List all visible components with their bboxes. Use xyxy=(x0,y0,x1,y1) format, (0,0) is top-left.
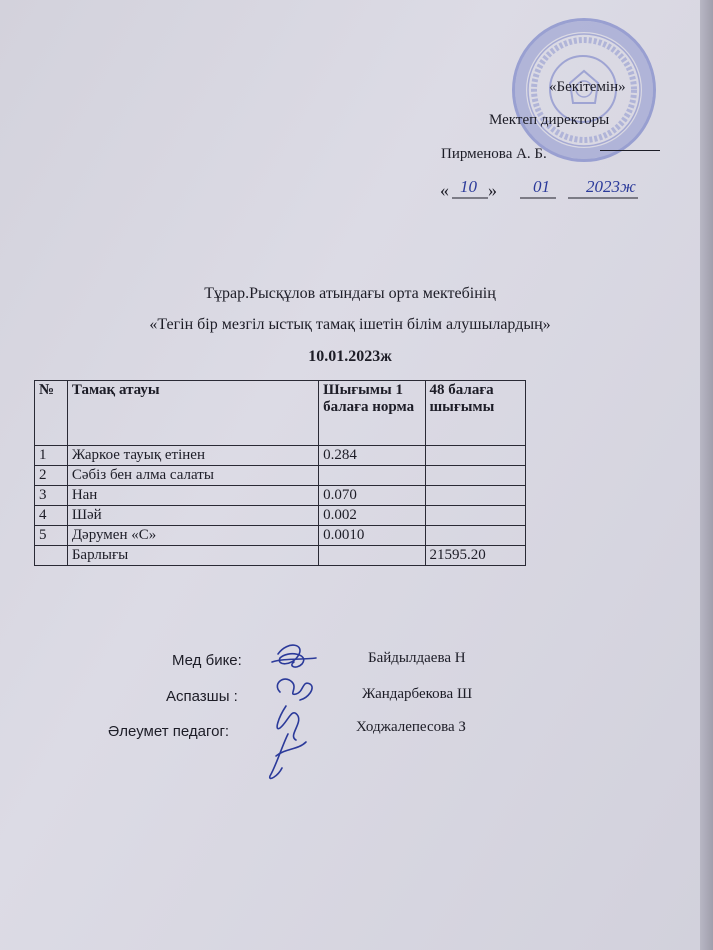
col-norm-header-text: Шығымы 1 балаға норма xyxy=(323,382,415,415)
signature-name: Жандарбекова Ш xyxy=(362,686,473,702)
cell-total xyxy=(425,506,525,526)
signature-role: Әлеумет педагог: xyxy=(108,723,230,740)
handwritten-date-icon xyxy=(438,170,668,206)
table-total-row xyxy=(35,546,526,566)
director-sign-line xyxy=(600,150,660,151)
heading-line1: Тұрар.Рысқұлов атындағы орта мектебінің xyxy=(204,285,496,302)
cell-dish: Шәй xyxy=(67,506,318,526)
table-row xyxy=(35,446,526,466)
col-total-header-text: 48 балаға шығымы xyxy=(429,382,495,415)
cell-norm xyxy=(319,466,425,486)
heading-date: 10.01.2023ж xyxy=(308,348,392,365)
cell-number: 3 xyxy=(35,486,68,506)
svg-text:2023ж: 2023ж xyxy=(586,177,636,196)
cell-number: 4 xyxy=(35,506,68,526)
cell-dish: Дәрумен «С» xyxy=(67,526,318,546)
cell-norm: 0.002 xyxy=(319,506,425,526)
page-edge xyxy=(700,0,713,950)
svg-text:»: » xyxy=(488,180,497,200)
cell-number: 2 xyxy=(35,466,68,486)
signature-name: Байдылдаева Н xyxy=(368,650,466,666)
cell-dish: Жаркое тауық етінен xyxy=(67,446,318,466)
table-header-row xyxy=(35,381,526,446)
col-number-header: № xyxy=(35,381,68,446)
cell-norm xyxy=(319,546,425,566)
cell-total xyxy=(425,526,525,546)
col-total-header xyxy=(425,381,525,446)
col-dish-header: Тамақ атауы xyxy=(67,381,318,446)
signature-role: Мед бике: xyxy=(172,652,242,669)
cell-norm: 0.070 xyxy=(319,486,425,506)
signature-name: Ходжалепесова З xyxy=(356,719,466,735)
cell-norm: 0.0010 xyxy=(319,526,425,546)
heading-line2: «Тегін бір мезгіл ыстық тамақ ішетін білім алушылардың» xyxy=(149,316,551,333)
handwritten-signature-icon xyxy=(258,636,330,786)
cell-total xyxy=(425,446,525,466)
cell-number: 1 xyxy=(35,446,68,466)
svg-text:10: 10 xyxy=(460,177,477,196)
table-row xyxy=(35,466,526,486)
menu-table xyxy=(34,380,526,566)
cell-number xyxy=(35,546,68,566)
cell-norm: 0.284 xyxy=(319,446,425,466)
cell-number: 5 xyxy=(35,526,68,546)
director-name: Пирменова А. Б. xyxy=(441,146,547,162)
table-row xyxy=(35,506,526,526)
table-row xyxy=(35,526,526,546)
cell-total xyxy=(425,466,525,486)
approve-word: «Бекітемін» xyxy=(549,79,626,95)
cell-total xyxy=(425,486,525,506)
cell-dish: Сәбіз бен алма салаты xyxy=(67,466,318,486)
svg-text:«: « xyxy=(440,180,449,200)
col-norm-header xyxy=(319,381,425,446)
table-row xyxy=(35,486,526,506)
director-position: Мектеп директоры xyxy=(489,112,610,128)
cell-grand-total: 21595.20 xyxy=(425,546,525,566)
svg-text:01: 01 xyxy=(533,177,550,196)
signature-role: Аспазшы : xyxy=(166,688,238,705)
cell-total-label: Барлығы xyxy=(67,546,318,566)
cell-dish: Нан xyxy=(67,486,318,506)
